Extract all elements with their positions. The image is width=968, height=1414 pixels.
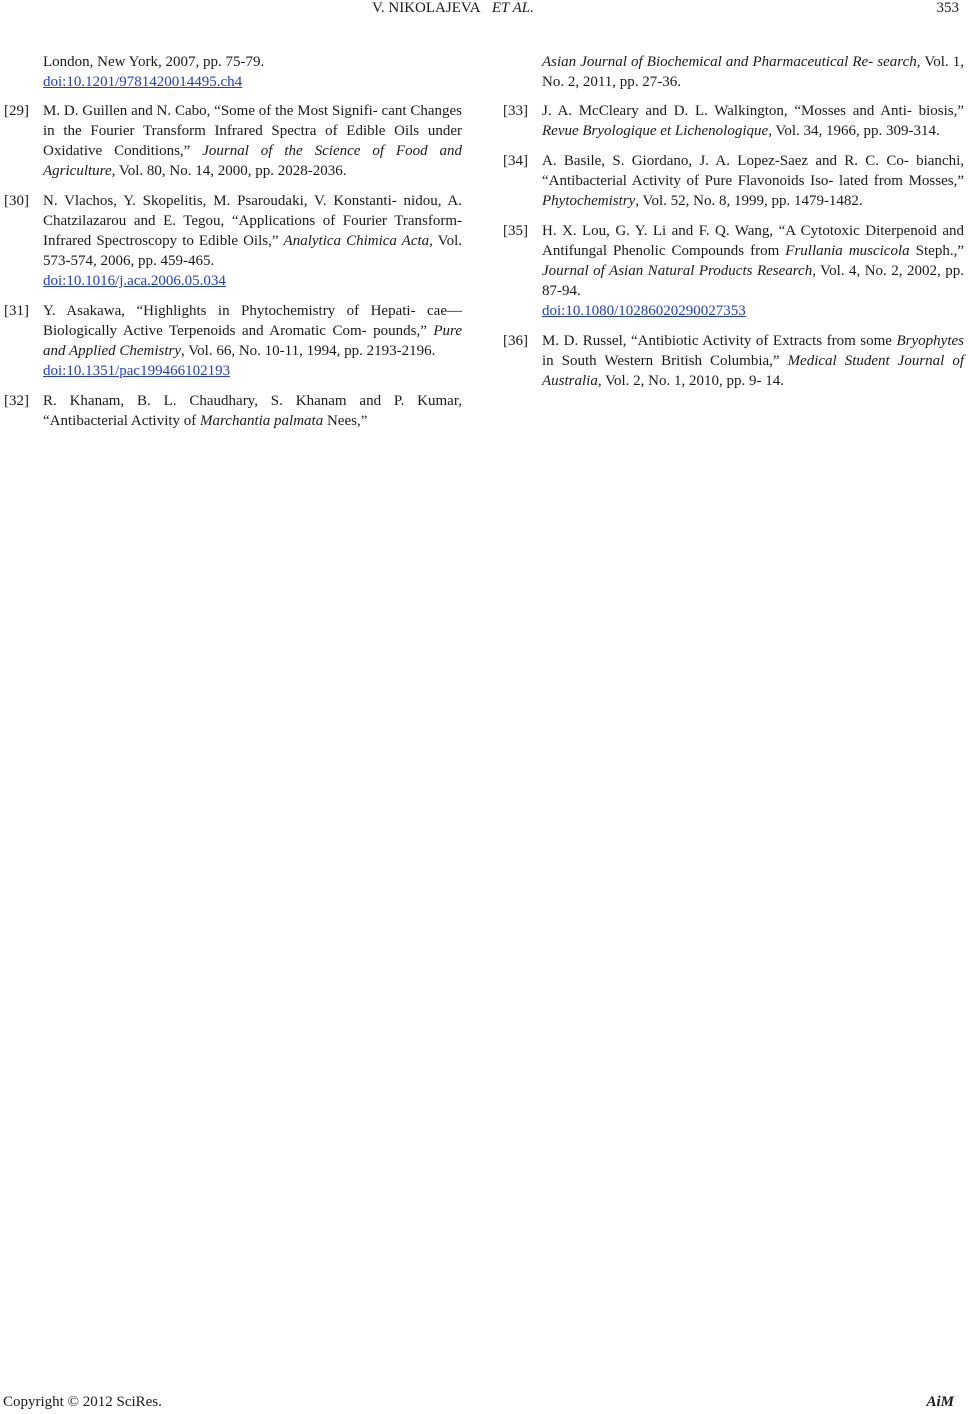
page-number: 353 xyxy=(936,0,959,16)
page-header xyxy=(0,0,968,28)
reference-number: [33] xyxy=(503,103,528,119)
reference-number: [34] xyxy=(503,153,528,169)
doi-link[interactable]: doi:10.1201/9781420014495.ch4 xyxy=(43,74,243,90)
reference-32: [32] R. Khanam, B. L. Chaudhary, S. Khanam and P. Kumar, “Antibacterial Activity of Marchantia palmata Nees,” xyxy=(4,393,462,429)
copyright-notice: Copyright © 2012 SciRes. xyxy=(3,1394,162,1410)
reference-number: [31] xyxy=(4,303,29,319)
species-name: Marchantia palmata xyxy=(200,413,324,429)
reference-continuation: Asian Journal of Biochemical and Pharmaceutical Re- search, Vol. 1, No. 2, 2011, pp. 27-36. xyxy=(542,54,965,90)
reference-29: [29] M. D. Guillen and N. Cabo, “Some of the Most Signifi- cant Changes in the Fourier Transform Infrared Spectra of Edible Oils under Oxidative Conditions,” Journal of the Science of Food and Agriculture, Vol. 80, No. 14, 2000, pp. 2028-2036. xyxy=(4,103,462,179)
doi-link[interactable]: doi:10.1080/10286020290027353 xyxy=(542,303,746,319)
left-column xyxy=(4,52,462,441)
right-column xyxy=(503,52,964,401)
journal-title: Pure and Applied Chemistry xyxy=(43,323,462,359)
journal-abbreviation: AiM xyxy=(926,1394,954,1410)
reference-number: [35] xyxy=(503,223,528,239)
reference-number: [32] xyxy=(4,393,29,409)
journal-title: Phytochemistry xyxy=(542,193,636,209)
reference-36: [36] M. D. Russel, “Antibiotic Activity of Extracts from some Bryophytes in South Western British Columbia,” Medical Student Journal of Australia, Vol. 2, No. 1, 2010, pp. 9- 14. xyxy=(503,333,965,389)
doi-link[interactable]: doi:10.1351/pac199466102193 xyxy=(43,363,231,379)
journal-title: Asian Journal of Biochemical and Pharmaceutical Re- search xyxy=(542,54,917,70)
running-title: V. NIKOLAJEVA ET AL. xyxy=(372,0,534,16)
reference-33: [33] J. A. McCleary and D. L. Walkington, “Mosses and Anti- biosis,” Revue Bryologique et Lichenologique, Vol. 34, 1966, pp. 309-314. xyxy=(503,103,964,139)
reference-number: [30] xyxy=(4,193,29,209)
doi-link[interactable]: doi:10.1016/j.aca.2006.05.034 xyxy=(43,273,226,289)
reference-continuation: London, New York, 2007, pp. 75-79. doi:10.1201/9781420014495.ch4 xyxy=(43,54,265,90)
journal-title: Journal of the Science of Food and Agriculture xyxy=(43,143,462,179)
running-title-etal: ET AL. xyxy=(491,0,534,16)
reference-number: [29] xyxy=(4,103,29,119)
species-name: Frullania muscicola xyxy=(785,243,910,259)
species-name: Bryophytes xyxy=(896,333,964,349)
journal-title: Revue Bryologique et Lichenologique xyxy=(542,123,769,139)
journal-title: Analytica Chimica Acta xyxy=(283,233,430,249)
reference-number: [36] xyxy=(503,333,528,349)
reference-30: [30] N. Vlachos, Y. Skopelitis, M. Psaroudaki, V. Konstanti- nidou, A. Chatzilazarou and E. Tegou, “Applications of Fourier Transform-Infrared Spectroscopy to Edible Oils,” Analytica Chimica Acta, Vol. 573-574, 2006, pp. 459-465. doi:10.1016/j.aca.2006.05.034 xyxy=(4,193,462,289)
journal-title: Journal of Asian Natural Products Research xyxy=(542,263,813,279)
reference-31: [31] Y. Asakawa, “Highlights in Phytochemistry of Hepati- cae—Biologically Active Terpenoids and Aromatic Com- pounds,” Pure and Applied Chemistry, Vol. 66, No. 10-11, 1994, pp. 2193-2196. doi:10.1351/pac199466102193 xyxy=(4,303,462,379)
journal-title: Medical Student Journal of Australia xyxy=(542,353,965,389)
reference-34: [34] A. Basile, S. Giordano, J. A. Lopez-Saez and R. C. Co- bianchi, “Antibacterial Activity of Pure Flavonoids Iso- lated from Mosses,” Phytochemistry, Vol. 52, No. 8, 1999, pp. 1479-1482. xyxy=(503,153,964,209)
reference-35: [35] H. X. Lou, G. Y. Li and F. Q. Wang, “A Cytotoxic Diterpenoid and Antifungal Phenolic Compounds from Frullania muscicola Steph.,” Journal of Asian Natural Products Research, Vol. 4, No. 2, 2002, pp. 87-94. doi:10.1080/10286020290027353 xyxy=(503,223,964,319)
